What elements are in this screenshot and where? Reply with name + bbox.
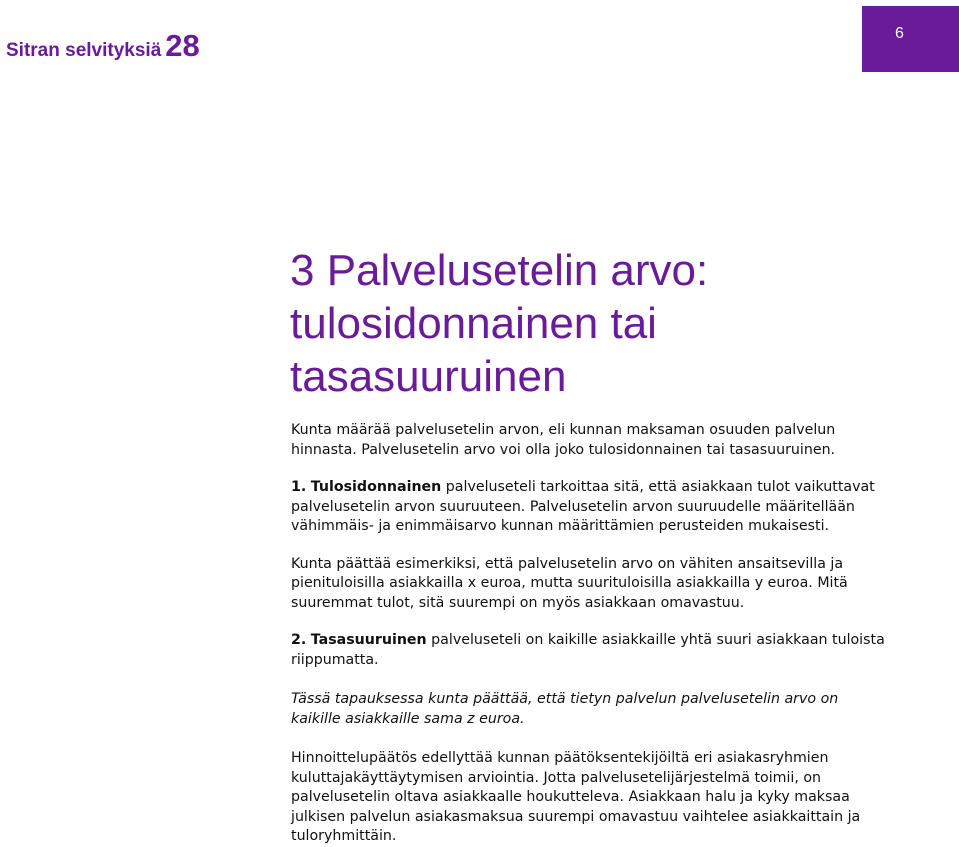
page-number: 6: [895, 25, 904, 42]
text-line: pienituloisilla asiakkailla x euroa, mutta suurituloisilla asiakkailla y euroa. Mitä: [291, 575, 848, 591]
item-2-paragraph: [291, 631, 951, 670]
body-text: [291, 421, 951, 847]
item-2-term: Tasasuuruinen: [310, 632, 427, 648]
text-line: palvelusetelin arvon suuruuteen. Palvelusetelin arvon suuruudelle määritellään: [291, 498, 855, 515]
text-line: Kunta määrää palvelusetelin arvon, eli kunnan maksaman osuuden palvelun: [291, 422, 836, 438]
intro-paragraph: [291, 421, 951, 460]
series-title: [6, 28, 200, 64]
text-line: kuluttajakäyttäytymisen arviointia. Jotta palvelusetelijärjestelmä toimii, on: [291, 769, 822, 786]
page-number-box: [862, 6, 959, 72]
item-1-paragraph: [291, 478, 951, 537]
text-line: Tässä tapauksessa kunta päättää, että tietyn palvelun palvelusetelin arvo on: [291, 691, 839, 707]
text-line: kaikille asiakkaille sama z euroa.: [291, 710, 525, 727]
chapter-heading-line: 3 Palvelusetelin arvo:: [290, 246, 709, 295]
example-2-paragraph: [291, 690, 951, 729]
item-2-line-rest: palveluseteli on kaikille asiakkaille yhtä suuri asiakkaan tuloista: [431, 632, 885, 648]
item-1-number: 1.: [291, 479, 307, 495]
text-line: palvelusetelin oltava asiakkaalle houkutteleva. Asiakkaan halu ja kyky maksaa: [291, 789, 850, 805]
chapter-heading: [290, 244, 930, 403]
text-line: julkisen palvelun asiakasmaksua suurempi omavastuu vaihtelee asiakkaittain ja: [291, 808, 861, 825]
closing-paragraph: [291, 749, 951, 847]
text-line: suuremmat tulot, sitä suurempi on myös asiakkaan omavastuu.: [291, 594, 745, 611]
text-line: tuloryhmittäin.: [291, 828, 397, 844]
text-line: vähimmäis- ja enimmäisarvo kunnan määrittämien perusteiden mukaisesti.: [291, 518, 830, 534]
item-1-line-rest: palveluseteli tarkoittaa sitä, että asiakkaan tulot vaikuttavat: [445, 479, 875, 495]
chapter-heading-line: tasasuuruinen: [290, 352, 567, 401]
item-1-term: Tulosidonnainen: [310, 479, 442, 495]
text-line: [291, 631, 951, 651]
item-2-number: 2.: [291, 632, 307, 648]
text-line: Hinnoittelupäätös edellyttää kunnan päätöksentekijöiltä eri asiakasryhmien: [291, 750, 829, 766]
series-name: Sitran selvityksiä: [6, 40, 162, 61]
text-line: hinnasta. Palvelusetelin arvo voi olla joko tulosidonnainen tai tasasuuruinen.: [291, 441, 836, 458]
text-line: riippumatta.: [291, 651, 379, 668]
text-line: [291, 478, 951, 498]
text-line: Kunta päättää esimerkiksi, että palvelusetelin arvo on vähiten ansaitsevilla ja: [291, 555, 844, 572]
series-number: 28: [165, 28, 200, 63]
chapter-heading-line: tulosidonnainen tai: [290, 299, 657, 348]
example-1-paragraph: [291, 555, 951, 614]
